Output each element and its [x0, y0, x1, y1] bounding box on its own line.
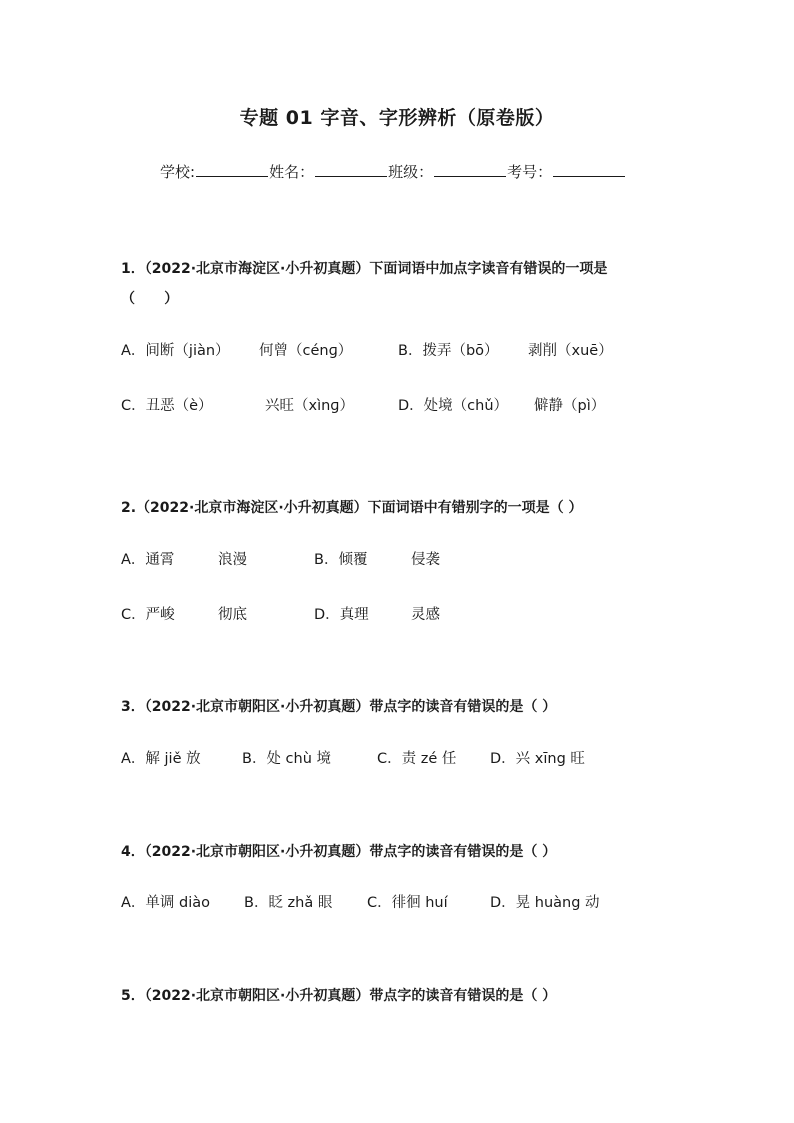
name-blank[interactable] [315, 161, 387, 177]
question-2-option-b1: B．倾覆 [314, 552, 368, 568]
question-2-option-d1: D．真理 [314, 607, 369, 623]
question-2-stem: 2.（2022·北京市海淀区·小升初真题）下面词语中有错别字的一项是（ ） [121, 500, 583, 516]
question-3-stem: 3．（2022·北京市朝阳区·小升初真题）带点字的读音有错误的是（ ） [121, 699, 557, 715]
question-1-option-b2: 剥削（xuē） [528, 343, 613, 359]
question-3-option-d: D．兴 xīng 旺 [490, 751, 585, 767]
school-label: 学校: [160, 163, 196, 181]
question-3-option-a: A．解 jiě 放 [121, 751, 201, 767]
question-4-stem: 4．（2022·北京市朝阳区·小升初真题）带点字的读音有错误的是（ ） [121, 844, 557, 860]
class-blank[interactable] [434, 161, 506, 177]
question-2-option-b2: 侵袭 [411, 552, 440, 568]
question-3-option-b: B．处 chù 境 [242, 751, 332, 767]
question-2-option-c2: 彻底 [218, 607, 247, 623]
exam-number-blank[interactable] [553, 161, 625, 177]
question-1-option-d2: 僻静（pì） [534, 398, 606, 414]
question-1-option-c2: 兴旺（xìnɡ） [265, 398, 355, 414]
question-1-option-a1: A．间断（jiàn） [121, 343, 230, 359]
question-1-stem: 1．（2022·北京市海淀区·小升初真题）下面词语中加点字读音有错误的一项是 [121, 261, 608, 277]
question-3-option-c: C．责 zé 任 [377, 751, 457, 767]
question-2-option-c1: C．严峻 [121, 607, 175, 623]
student-info-line [160, 161, 626, 182]
question-2-option-a2: 浪漫 [218, 552, 247, 568]
class-label: 班级： [388, 163, 434, 181]
question-2-option-d2: 灵感 [411, 607, 440, 623]
question-1-option-b1: B．拨弄（bō） [398, 343, 499, 359]
question-1-option-a2: 何曾（cénɡ） [259, 343, 353, 359]
question-4-option-d: D．晃 huàng 动 [490, 895, 600, 911]
question-1-answer-paren: （ ） [121, 291, 179, 307]
name-label: 姓名： [269, 163, 315, 181]
question-1-option-d1: D．处境（chǔ） [398, 398, 509, 414]
page-title: 专题 01 字音、字形辨析（原卷版） [239, 107, 555, 129]
question-4-option-a: A．单调 diào [121, 895, 211, 911]
question-1-option-c1: C．丑恶（è） [121, 398, 213, 414]
question-5-stem: 5．（2022·北京市朝阳区·小升初真题）带点字的读音有错误的是（ ） [121, 988, 557, 1004]
question-4-option-c: C．徘徊 huí [367, 895, 448, 911]
exam-number-label: 考号： [507, 163, 553, 181]
question-2-option-a1: A．通霄 [121, 552, 175, 568]
question-4-option-b: B．眨 zhǎ 眼 [244, 895, 333, 911]
school-blank[interactable] [196, 161, 268, 177]
